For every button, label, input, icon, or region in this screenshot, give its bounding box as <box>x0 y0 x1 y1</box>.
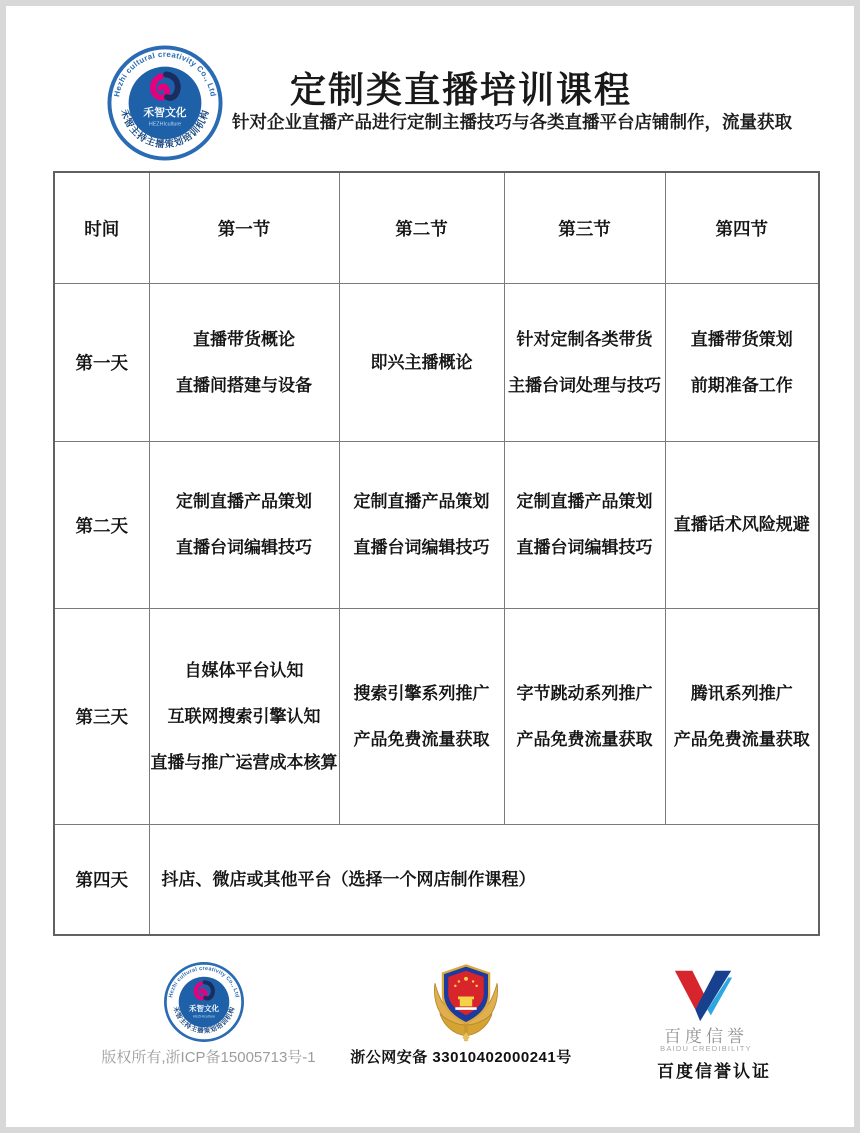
course-cell: 直播带货概论 直播间搭建与设备 <box>149 284 339 442</box>
course-cell: 定制直播产品策划 直播台词编辑技巧 <box>339 442 504 609</box>
column-header: 时间 <box>54 172 149 284</box>
course-cell: 自媒体平台认知 互联网搜索引擎认知 直播与推广运营成本核算 <box>149 609 339 825</box>
table-row <box>54 442 819 609</box>
course-table <box>53 171 820 936</box>
baidu-credibility-label-en: BAIDU CREDIBILITY <box>660 1044 752 1053</box>
course-cell: 直播话术风险规避 <box>665 442 819 609</box>
day-cell: 第一天 <box>54 284 149 442</box>
course-cell: 定制直播产品策划 直播台词编辑技巧 <box>504 442 665 609</box>
column-header: 第一节 <box>149 172 339 284</box>
course-cell: 抖店、微店或其他平台（选择一个网店制作课程） <box>149 825 819 936</box>
day-cell: 第二天 <box>54 442 149 609</box>
course-cell: 字节跳动系列推广 产品免费流量获取 <box>504 609 665 825</box>
course-table-body <box>54 284 819 936</box>
column-header: 第四节 <box>665 172 819 284</box>
course-cell: 针对定制各类带货 主播台词处理与技巧 <box>504 284 665 442</box>
table-row <box>54 825 819 936</box>
table-row <box>54 284 819 442</box>
police-record-text: 浙公网安备 33010402000241号 <box>350 1049 572 1066</box>
course-cell: 即兴主播概论 <box>339 284 504 442</box>
course-cell: 直播带货策划 前期准备工作 <box>665 284 819 442</box>
baidu-credibility-label-cn: 百度信誉 <box>664 1027 748 1046</box>
icp-record-text: 版权所有,浙ICP备15005713号-1 <box>101 1049 316 1066</box>
column-header: 第三节 <box>504 172 665 284</box>
baidu-cert-label: 百度信誉认证 <box>657 1062 771 1081</box>
column-header: 第二节 <box>339 172 504 284</box>
course-cell: 腾讯系列推广 产品免费流量获取 <box>665 609 819 825</box>
page-subtitle: 针对企业直播产品进行定制主播技巧与各类直播平台店铺制作，流量获取 <box>232 112 792 132</box>
table-row <box>54 609 819 825</box>
header-row <box>54 172 819 284</box>
day-cell: 第三天 <box>54 609 149 825</box>
day-cell: 第四天 <box>54 825 149 936</box>
baidu-credibility-icon <box>672 968 736 1022</box>
hezhi-logo-footer <box>163 961 245 1043</box>
course-cell: 定制直播产品策划 直播台词编辑技巧 <box>149 442 339 609</box>
course-cell: 搜索引擎系列推广 产品免费流量获取 <box>339 609 504 825</box>
police-badge-icon <box>426 959 506 1043</box>
page-title: 定制类直播培训课程 <box>289 69 632 110</box>
